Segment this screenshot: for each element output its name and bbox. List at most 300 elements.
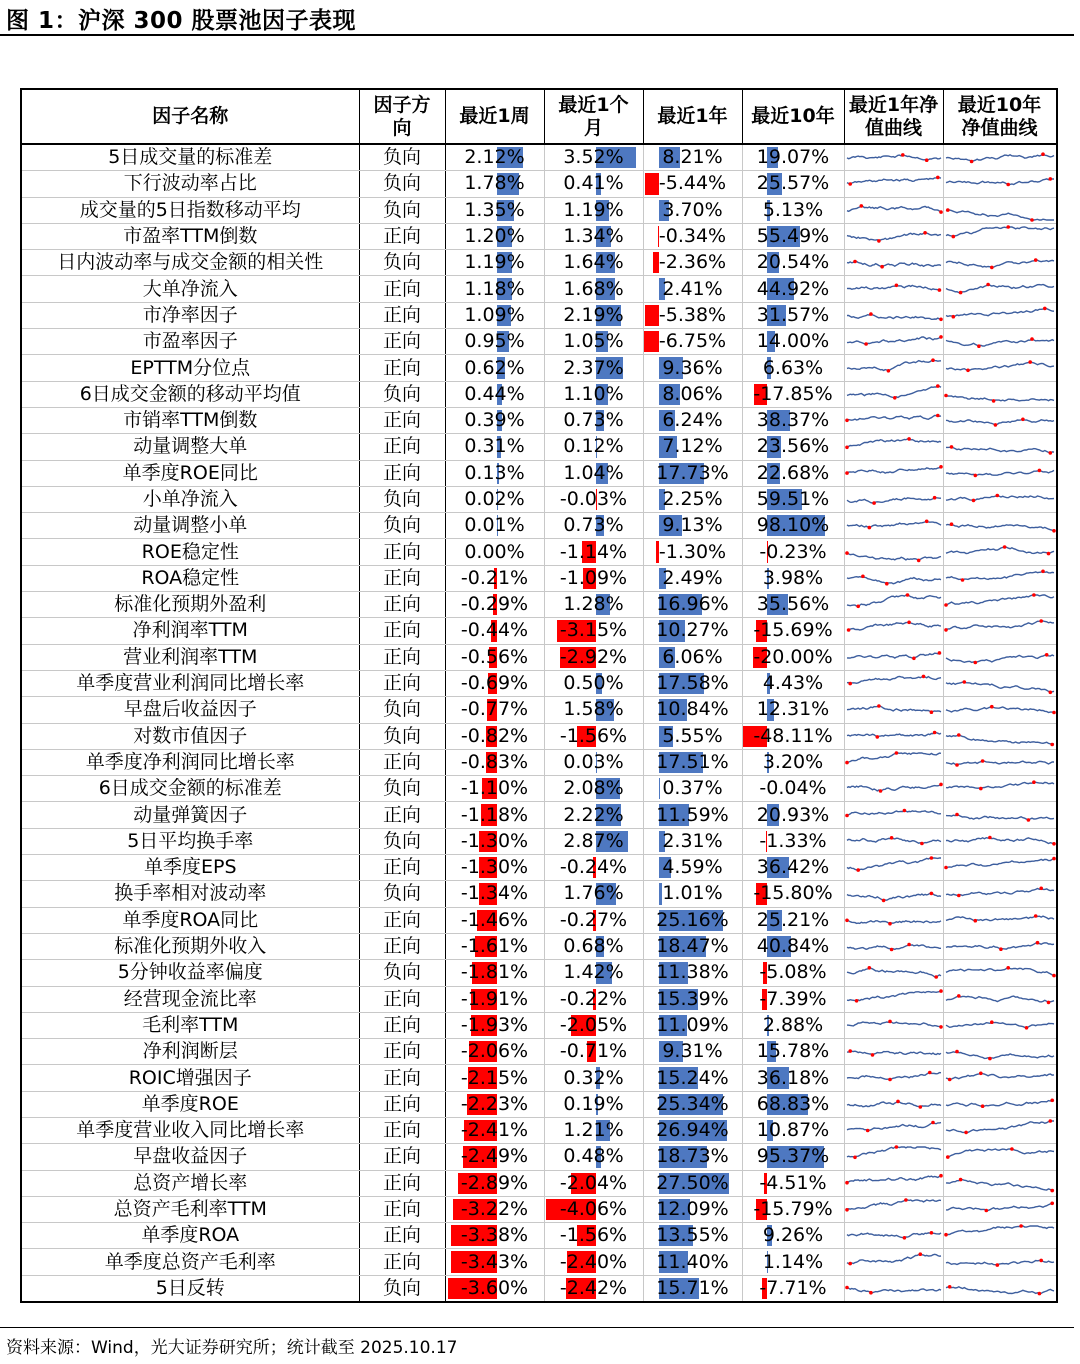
net-value-sparkline	[944, 618, 1056, 643]
return-cell-w1	[445, 513, 544, 539]
return-value: 35.56%	[756, 593, 830, 616]
curve-cell-c10	[943, 223, 1057, 249]
return-cell-w1	[445, 723, 544, 749]
factor-direction: 正向	[359, 986, 445, 1012]
factor-direction: 负向	[359, 697, 445, 723]
sparkline-path	[847, 233, 941, 241]
net-value-sparkline	[944, 1250, 1056, 1275]
sparkline-extreme-marker	[939, 989, 943, 993]
header-1-month: 最近1个月	[544, 89, 643, 144]
curve-cell-c10	[943, 302, 1057, 328]
factor-name: 净利润断层	[21, 1039, 359, 1065]
return-cell-m1	[544, 513, 643, 539]
factor-direction: 正向	[359, 329, 445, 355]
factor-name: 下行波动率占比	[21, 171, 359, 197]
sparkline-extreme-marker	[1043, 307, 1047, 311]
table-row	[21, 144, 1057, 171]
curve-cell-c1	[844, 1170, 943, 1196]
return-value: -0.34%	[658, 225, 727, 248]
factor-direction: 负向	[359, 144, 445, 171]
sparkline-extreme-marker	[1037, 468, 1041, 472]
curve-cell-c1	[844, 723, 943, 749]
sparkline-extreme-marker	[1030, 218, 1034, 222]
table-row	[21, 1144, 1057, 1170]
net-value-sparkline	[845, 1144, 943, 1169]
factor-name: 对数市值因子	[21, 723, 359, 749]
return-cell-y10	[742, 1196, 844, 1222]
net-value-sparkline	[944, 1197, 1056, 1222]
return-value: 0.03%	[563, 750, 624, 773]
sparkline-extreme-marker	[986, 282, 990, 286]
factor-name: 总资产毛利率TTM	[21, 1196, 359, 1222]
return-value: 22.68%	[756, 461, 830, 484]
table-row	[21, 618, 1057, 644]
net-value-sparkline	[845, 697, 943, 722]
curve-cell-c10	[943, 960, 1057, 986]
return-cell-y1	[643, 250, 742, 276]
return-value: 14.00%	[756, 330, 830, 353]
sparkline-path	[946, 996, 1054, 1003]
sparkline-extreme-marker	[931, 1121, 935, 1125]
sparkline-path	[946, 761, 1054, 765]
return-cell-y1	[643, 355, 742, 381]
return-cell-y1	[643, 144, 742, 171]
factor-direction: 正向	[359, 933, 445, 959]
sparkline-extreme-marker	[1035, 941, 1039, 945]
sparkline-path	[847, 838, 941, 844]
curve-cell-c10	[943, 197, 1057, 223]
return-value: 8.06%	[662, 382, 723, 405]
return-value: 26.94%	[656, 1119, 729, 1142]
table-row	[21, 276, 1057, 302]
net-value-sparkline	[845, 776, 943, 801]
return-cell-m1	[544, 460, 643, 486]
return-cell-w1	[445, 197, 544, 223]
sparkline-path	[946, 447, 1054, 453]
sparkline-extreme-marker	[1041, 153, 1045, 157]
factor-direction: 负向	[359, 486, 445, 512]
sparkline-extreme-marker	[973, 919, 977, 923]
sparkline-extreme-marker	[845, 761, 849, 765]
return-cell-m1	[544, 171, 643, 197]
sparkline-path	[847, 706, 941, 712]
curve-cell-c1	[844, 1065, 943, 1091]
return-value: -0.77%	[460, 698, 529, 721]
sparkline-extreme-marker	[1046, 1000, 1050, 1004]
return-cell-w1	[445, 618, 544, 644]
factor-direction: 负向	[359, 197, 445, 223]
return-value: -2.15%	[460, 1066, 529, 1089]
sparkline-extreme-marker	[1006, 966, 1010, 970]
table-row	[21, 1223, 1057, 1249]
return-value: 0.41%	[563, 172, 624, 195]
return-value: -0.83%	[460, 750, 529, 773]
return-value: 31.57%	[756, 303, 830, 326]
factor-name: 5日反转	[21, 1275, 359, 1302]
sparkline-path	[847, 810, 941, 815]
sparkline-extreme-marker	[894, 751, 898, 755]
return-value: -0.29%	[460, 593, 529, 616]
return-cell-y10	[742, 381, 844, 407]
return-cell-y10	[742, 250, 844, 276]
sparkline-extreme-marker	[1052, 974, 1056, 978]
curve-cell-c10	[943, 1117, 1057, 1143]
curve-cell-c10	[943, 828, 1057, 854]
curve-cell-c1	[844, 670, 943, 696]
factor-name: ROIC增强因子	[21, 1065, 359, 1091]
return-cell-y1	[643, 1117, 742, 1143]
return-cell-y1	[643, 592, 742, 618]
return-cell-y1	[643, 513, 742, 539]
return-cell-m1	[544, 776, 643, 802]
sparkline-path	[946, 735, 1054, 745]
sparkline-extreme-marker	[845, 1181, 849, 1185]
curve-cell-c1	[844, 644, 943, 670]
factor-name: 营业利润率TTM	[21, 644, 359, 670]
table-row	[21, 1196, 1057, 1222]
sparkline-extreme-marker	[984, 1209, 988, 1213]
curve-cell-c1	[844, 1249, 943, 1275]
table-row	[21, 302, 1057, 328]
sparkline-extreme-marker	[946, 208, 950, 212]
sparkline-extreme-marker	[999, 947, 1003, 951]
net-value-sparkline	[845, 671, 943, 696]
sparkline-path	[847, 439, 941, 447]
table-row	[21, 592, 1057, 618]
return-value: 1.05%	[563, 330, 624, 353]
return-cell-w1	[445, 749, 544, 775]
return-value: 2.25%	[662, 488, 723, 510]
return-cell-y1	[643, 329, 742, 355]
sparkline-extreme-marker	[995, 494, 999, 498]
sparkline-path	[847, 498, 941, 503]
return-value: 20.93%	[756, 803, 830, 826]
return-cell-w1	[445, 776, 544, 802]
table-row	[21, 723, 1057, 749]
factor-direction: 正向	[359, 460, 445, 486]
factor-direction: 正向	[359, 1091, 445, 1117]
sparkline-extreme-marker	[944, 603, 948, 607]
return-cell-w1	[445, 1091, 544, 1117]
return-cell-m1	[544, 539, 643, 565]
sparkline-extreme-marker	[923, 231, 927, 235]
sparkline-path	[847, 1101, 941, 1107]
sparkline-path	[847, 1200, 941, 1210]
sparkline-path	[847, 894, 941, 901]
sparkline-path	[946, 1149, 1054, 1157]
factor-name: 5日平均换手率	[21, 828, 359, 854]
net-value-sparkline	[944, 750, 1056, 775]
return-value: 2.41%	[662, 277, 723, 300]
sparkline-path	[946, 1073, 1054, 1079]
return-value: 1.21%	[563, 1119, 624, 1142]
return-value: 1.01%	[662, 882, 723, 905]
return-value: -3.38%	[460, 1224, 529, 1247]
sparkline-extreme-marker	[924, 520, 928, 524]
curve-cell-c10	[943, 1170, 1057, 1196]
sparkline-path	[946, 814, 1054, 820]
return-value: 0.19%	[563, 1092, 624, 1115]
table-row	[21, 407, 1057, 433]
sparkline-extreme-marker	[869, 312, 873, 316]
sparkline-path	[847, 1147, 941, 1157]
curve-cell-c1	[844, 1117, 943, 1143]
sparkline-path	[946, 1179, 1054, 1190]
return-value: 1.64%	[563, 251, 624, 274]
return-value: 15.78%	[756, 1040, 830, 1063]
curve-cell-c1	[844, 250, 943, 276]
sparkline-extreme-marker	[888, 1020, 892, 1024]
factor-name: 单季度EPS	[21, 855, 359, 881]
sparkline-path	[847, 785, 941, 792]
return-cell-m1	[544, 486, 643, 512]
return-bar	[659, 778, 660, 799]
sparkline-path	[946, 916, 1054, 921]
return-value: 1.04%	[563, 461, 624, 484]
return-cell-y1	[643, 276, 742, 302]
net-value-sparkline	[944, 250, 1056, 275]
net-value-sparkline	[944, 461, 1056, 486]
return-value: -0.04%	[759, 777, 827, 800]
curve-cell-c1	[844, 881, 943, 907]
curve-cell-c10	[943, 1012, 1057, 1038]
return-value: -0.27%	[559, 908, 628, 931]
net-value-sparkline	[845, 356, 943, 381]
sparkline-extreme-marker	[960, 578, 964, 582]
return-cell-w1	[445, 329, 544, 355]
return-cell-w1	[445, 907, 544, 933]
header-10-year-curve: 最近10年净值曲线	[943, 89, 1057, 144]
curve-cell-c1	[844, 355, 943, 381]
factor-name: 动量调整大单	[21, 434, 359, 460]
net-value-sparkline	[944, 934, 1056, 959]
net-value-sparkline	[845, 513, 943, 538]
net-value-sparkline	[944, 1013, 1056, 1038]
curve-cell-c10	[943, 329, 1057, 355]
curve-cell-c1	[844, 486, 943, 512]
sparkline-extreme-marker	[932, 496, 936, 500]
sparkline-extreme-marker	[990, 1020, 994, 1024]
return-value: -1.14%	[559, 540, 628, 563]
sparkline-path	[847, 386, 941, 398]
factor-name: 单季度净利润同比增长率	[21, 749, 359, 775]
sparkline-extreme-marker	[889, 836, 893, 840]
sparkline-extreme-marker	[859, 204, 863, 208]
sparkline-extreme-marker	[846, 629, 850, 633]
return-value: 12.31%	[756, 698, 830, 721]
factor-name: 市盈率因子	[21, 329, 359, 355]
factor-name: 市销率TTM倒数	[21, 407, 359, 433]
return-value: 9.31%	[662, 1040, 723, 1063]
curve-cell-c1	[844, 933, 943, 959]
factor-direction: 正向	[359, 1144, 445, 1170]
return-bar	[644, 331, 660, 352]
return-value: 16.96%	[656, 593, 729, 616]
return-value: -1.33%	[759, 829, 827, 852]
net-value-sparkline	[944, 1223, 1056, 1248]
factor-direction: 正向	[359, 539, 445, 565]
table-row	[21, 907, 1057, 933]
return-value: 11.38%	[656, 961, 729, 984]
return-value: 40.84%	[756, 935, 830, 958]
factor-name: 动量调整小单	[21, 513, 359, 539]
sparkline-extreme-marker	[1032, 593, 1036, 597]
sparkline-path	[946, 968, 1054, 976]
header-10-year: 最近10年	[742, 89, 844, 144]
sparkline-path	[847, 676, 941, 683]
return-cell-m1	[544, 276, 643, 302]
sparkline-extreme-marker	[977, 345, 981, 349]
return-cell-w1	[445, 1223, 544, 1249]
net-value-sparkline	[944, 303, 1056, 328]
curve-cell-c10	[943, 407, 1057, 433]
return-value: -48.11%	[753, 724, 833, 747]
curve-cell-c1	[844, 618, 943, 644]
net-value-sparkline	[944, 487, 1056, 512]
return-value: -1.09%	[559, 566, 628, 589]
return-value: 17.58%	[656, 672, 729, 695]
return-cell-y1	[643, 933, 742, 959]
curve-cell-c1	[844, 960, 943, 986]
factor-name: 标准化预期外盈利	[21, 592, 359, 618]
return-cell-y1	[643, 618, 742, 644]
sparkline-extreme-marker	[920, 842, 924, 846]
return-cell-y1	[643, 539, 742, 565]
net-value-sparkline	[845, 724, 943, 749]
return-value: -2.49%	[460, 1145, 529, 1168]
sparkline-path	[847, 595, 941, 606]
curve-cell-c10	[943, 855, 1057, 881]
sparkline-extreme-marker	[973, 473, 977, 477]
return-value: 3.98%	[762, 566, 824, 589]
sparkline-path	[946, 179, 1054, 185]
return-value: 27.50%	[656, 1171, 729, 1194]
net-value-sparkline	[845, 1197, 943, 1222]
return-value: -2.89%	[460, 1171, 529, 1194]
sparkline-extreme-marker	[854, 999, 858, 1003]
sparkline-extreme-marker	[944, 866, 948, 870]
curve-cell-c10	[943, 1039, 1057, 1065]
return-value: 0.48%	[563, 1145, 624, 1168]
sparkline-path	[946, 859, 1054, 868]
return-cell-m1	[544, 329, 643, 355]
return-value: -2.04%	[559, 1171, 628, 1194]
sparkline-path	[946, 1287, 1054, 1294]
net-value-sparkline	[845, 224, 943, 249]
return-cell-y1	[643, 1091, 742, 1117]
return-value: 7.12%	[662, 435, 723, 458]
return-value: 2.31%	[662, 829, 723, 852]
sparkline-path	[847, 360, 941, 371]
return-value: 4.43%	[762, 672, 824, 695]
table-row	[21, 197, 1057, 223]
return-cell-w1	[445, 1117, 544, 1143]
curve-cell-c1	[844, 381, 943, 407]
return-value: 9.26%	[762, 1224, 824, 1247]
return-cell-y10	[742, 592, 844, 618]
curve-cell-c10	[943, 881, 1057, 907]
sparkline-path	[946, 395, 1054, 400]
sparkline-extreme-marker	[951, 235, 955, 239]
return-cell-y10	[742, 933, 844, 959]
sparkline-extreme-marker	[988, 836, 992, 840]
return-value: 6.24%	[662, 409, 723, 432]
factor-name: 早盘收益因子	[21, 1144, 359, 1170]
net-value-sparkline	[944, 855, 1056, 880]
return-cell-m1	[544, 618, 643, 644]
return-cell-m1	[544, 828, 643, 854]
return-cell-y1	[643, 223, 742, 249]
sparkline-extreme-marker	[936, 384, 940, 388]
return-value: -0.69%	[460, 672, 529, 695]
curve-cell-c1	[844, 197, 943, 223]
sparkline-extreme-marker	[877, 239, 881, 243]
net-value-sparkline	[845, 618, 943, 643]
table-row	[21, 881, 1057, 907]
curve-cell-c10	[943, 644, 1057, 670]
table-row	[21, 670, 1057, 696]
return-cell-w1	[445, 1170, 544, 1196]
sparkline-path	[946, 308, 1054, 316]
curve-cell-c10	[943, 1223, 1057, 1249]
sparkline-extreme-marker	[1037, 1292, 1041, 1296]
curve-cell-c10	[943, 697, 1057, 723]
return-value: -5.08%	[759, 961, 827, 984]
sparkline-path	[946, 1100, 1054, 1106]
return-cell-y1	[643, 381, 742, 407]
return-cell-m1	[544, 565, 643, 591]
return-value: 11.09%	[656, 1013, 729, 1036]
return-cell-m1	[544, 855, 643, 881]
sparkline-path	[946, 260, 1054, 267]
return-value: 55.49%	[756, 225, 830, 248]
return-value: 44.92%	[756, 277, 830, 300]
curve-cell-c10	[943, 1091, 1057, 1117]
source-note: 资料来源：Wind，光大证券研究所；统计截至 2025.10.17	[6, 1338, 458, 1358]
factor-direction: 正向	[359, 1170, 445, 1196]
return-cell-y10	[742, 539, 844, 565]
sparkline-extreme-marker	[1039, 620, 1043, 624]
return-cell-m1	[544, 881, 643, 907]
return-cell-y10	[742, 1170, 844, 1196]
curve-cell-c10	[943, 1144, 1057, 1170]
table-row	[21, 355, 1057, 381]
sparkline-extreme-marker	[1006, 225, 1010, 229]
sparkline-extreme-marker	[1048, 691, 1052, 695]
return-value: 13.55%	[656, 1224, 729, 1247]
factor-name: ROA稳定性	[21, 565, 359, 591]
factor-direction: 正向	[359, 618, 445, 644]
return-value: 2.87%	[563, 829, 624, 852]
factor-direction: 正向	[359, 644, 445, 670]
table-row	[21, 697, 1057, 723]
return-cell-y1	[643, 1196, 742, 1222]
return-cell-w1	[445, 223, 544, 249]
net-value-sparkline	[944, 1276, 1056, 1301]
return-cell-y1	[643, 197, 742, 223]
sparkline-path	[946, 496, 1054, 501]
sparkline-extreme-marker	[969, 160, 973, 164]
return-value: -1.30%	[460, 856, 529, 879]
sparkline-extreme-marker	[864, 342, 868, 346]
return-cell-w1	[445, 302, 544, 328]
sparkline-extreme-marker	[1052, 842, 1056, 846]
return-cell-m1	[544, 407, 643, 433]
return-value: 1.58%	[563, 698, 624, 721]
sparkline-path	[946, 547, 1054, 554]
return-value: 1.34%	[563, 225, 624, 248]
sparkline-extreme-marker	[962, 680, 966, 684]
